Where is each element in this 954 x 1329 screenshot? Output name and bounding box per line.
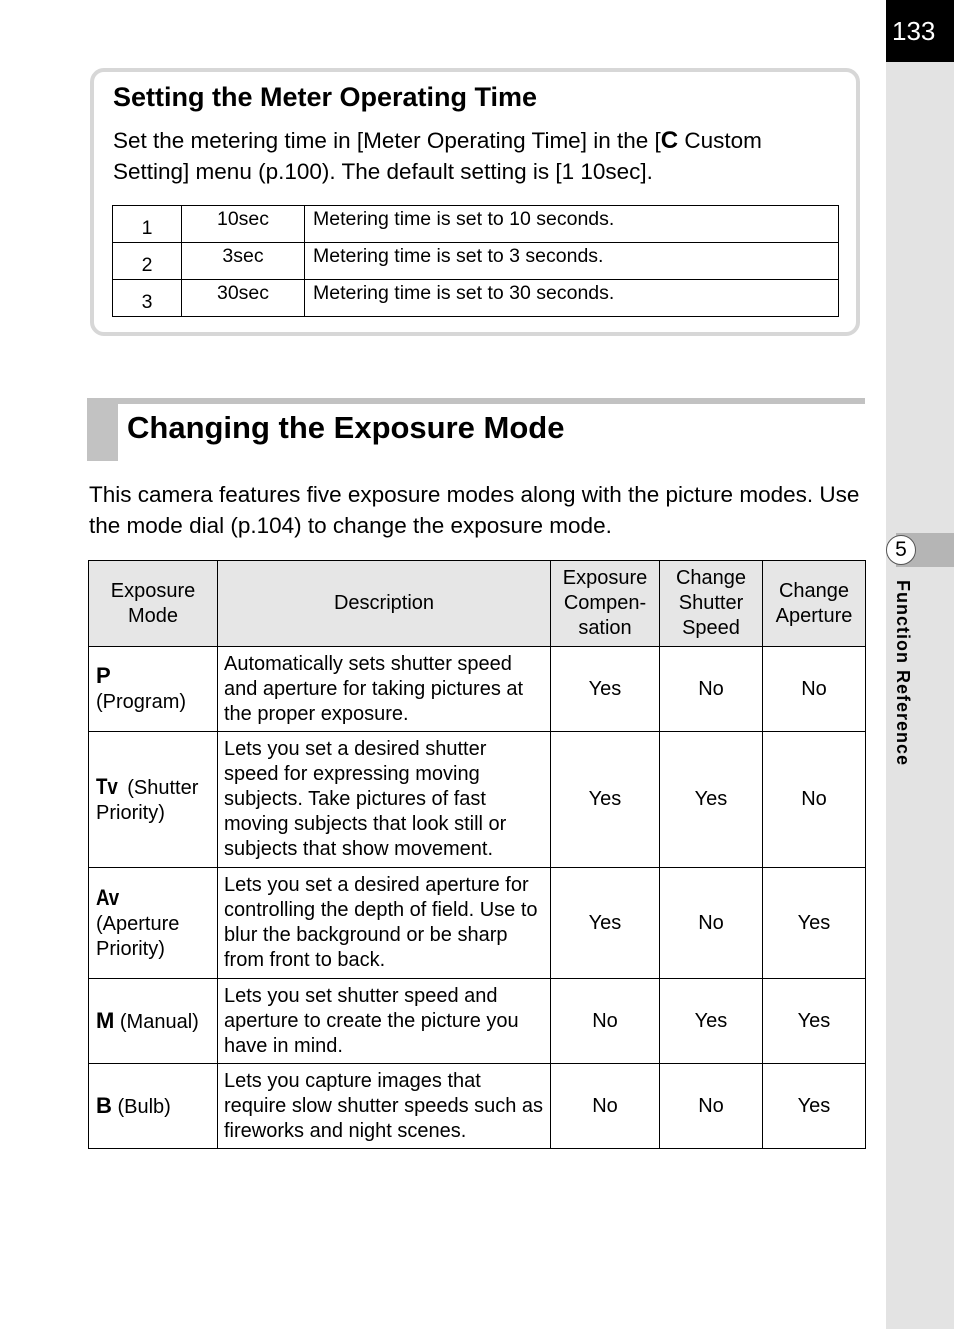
aperture-value: Yes bbox=[763, 1064, 866, 1149]
program-mode-icon: P bbox=[96, 663, 111, 688]
shutter-value: Yes bbox=[660, 732, 763, 868]
section-header-block bbox=[87, 398, 118, 461]
custom-setting-icon: C bbox=[660, 127, 679, 154]
mode-name: (Program) bbox=[96, 691, 187, 713]
table-row bbox=[89, 1064, 866, 1149]
table-row bbox=[89, 732, 866, 868]
mode-cell bbox=[89, 647, 218, 732]
aperture-value: Yes bbox=[763, 868, 866, 979]
aperture-value: No bbox=[763, 732, 866, 868]
compensation-value: Yes bbox=[551, 647, 660, 732]
col-header-aperture: Change Aperture bbox=[763, 561, 866, 647]
mode-description: Automatically sets shutter speed and aperture for taking pictures at the proper exposure. bbox=[218, 647, 551, 732]
bulb-mode-icon: B bbox=[96, 1092, 112, 1118]
section-header bbox=[87, 398, 865, 461]
meter-option-time: 3sec bbox=[182, 243, 305, 280]
mode-description: Lets you set shutter speed and aperture to create the picture you have in mind. bbox=[218, 979, 551, 1064]
chapter-label: Function Reference bbox=[893, 580, 913, 767]
mode-name: (Shutter Priority) bbox=[96, 776, 199, 824]
meter-option-desc: Metering time is set to 3 seconds. bbox=[305, 243, 839, 280]
meter-time-table bbox=[112, 205, 839, 317]
meter-option-desc: Metering time is set to 30 seconds. bbox=[305, 280, 839, 317]
compensation-value: Yes bbox=[551, 732, 660, 868]
mode-name: (Aperture Priority) bbox=[96, 912, 180, 960]
meter-option-number: 2 bbox=[113, 243, 182, 280]
section-title: Changing the Exposure Mode bbox=[127, 410, 565, 445]
meter-option-time: 30sec bbox=[182, 280, 305, 317]
mode-description: Lets you capture images that require slow shutter speeds such as fireworks and night scenes. bbox=[218, 1064, 551, 1149]
table-row bbox=[113, 243, 839, 280]
page-number: 133 bbox=[886, 0, 954, 62]
meter-option-number: 1 bbox=[113, 206, 182, 243]
mode-cell bbox=[89, 732, 218, 868]
table-row bbox=[89, 647, 866, 732]
col-header-description: Description bbox=[218, 561, 551, 647]
shutter-priority-mode-icon: Tv bbox=[96, 773, 118, 799]
meter-section-description bbox=[113, 125, 843, 187]
col-header-mode: Exposure Mode bbox=[89, 561, 218, 647]
meter-section-title: Setting the Meter Operating Time bbox=[113, 82, 538, 112]
shutter-value: No bbox=[660, 868, 763, 979]
mode-name: (Bulb) bbox=[117, 1095, 171, 1118]
aperture-priority-mode-icon: Av bbox=[96, 884, 120, 910]
shutter-value: Yes bbox=[660, 979, 763, 1064]
chapter-number: 5 bbox=[886, 535, 916, 565]
mode-name: (Manual) bbox=[119, 1010, 199, 1033]
mode-cell bbox=[89, 1064, 218, 1149]
compensation-value: No bbox=[551, 979, 660, 1064]
shutter-value: No bbox=[660, 1064, 763, 1149]
manual-mode-icon: M bbox=[96, 1007, 115, 1033]
mode-description: Lets you set a desired shutter speed for expressing moving subjects. Take pictures of fast moving subjects that look still or subjects that show movement. bbox=[218, 732, 551, 868]
compensation-value: Yes bbox=[551, 868, 660, 979]
aperture-value: Yes bbox=[763, 979, 866, 1064]
mode-description: Lets you set a desired aperture for controlling the depth of field. Use to blur the background or be sharp from front to back. bbox=[218, 868, 551, 979]
table-row bbox=[89, 868, 866, 979]
shutter-value: No bbox=[660, 647, 763, 732]
section-header-rule bbox=[87, 398, 865, 404]
table-row bbox=[113, 280, 839, 317]
col-header-shutter: Change Shutter Speed bbox=[660, 561, 763, 647]
aperture-value: No bbox=[763, 647, 866, 732]
meter-option-time: 10sec bbox=[182, 206, 305, 243]
meter-option-desc: Metering time is set to 10 seconds. bbox=[305, 206, 839, 243]
meter-desc-text-1: Set the metering time in [Meter Operating Time] in the [ bbox=[113, 128, 661, 153]
table-row bbox=[113, 206, 839, 243]
table-header-row bbox=[89, 561, 866, 647]
section-intro: This camera features five exposure modes along with the picture modes. Use the mode dial (p.104) to change the exposure mode. bbox=[89, 482, 860, 538]
mode-cell bbox=[89, 868, 218, 979]
col-header-compensation: Exposure Compen-sation bbox=[551, 561, 660, 647]
exposure-mode-table bbox=[88, 560, 866, 1149]
compensation-value: No bbox=[551, 1064, 660, 1149]
table-row bbox=[89, 979, 866, 1064]
meter-desc-text-2: Custom Setting] menu (p.100). The default setting is [1 10sec]. bbox=[113, 128, 762, 184]
meter-option-number: 3 bbox=[113, 280, 182, 317]
mode-cell bbox=[89, 979, 218, 1064]
